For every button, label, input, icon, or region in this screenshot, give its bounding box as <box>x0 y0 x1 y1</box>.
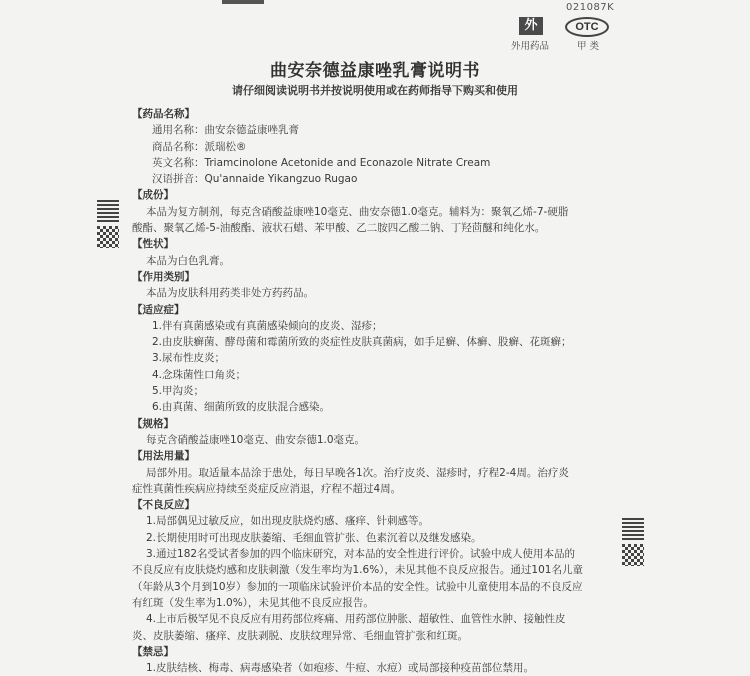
text-line: 酸酯、聚氧乙烯-5-油酸酯、液状石蜡、苯甲酸、乙二胺四乙酸二钠、丁羟茴醚和纯化水。 <box>132 222 546 235</box>
external-use-label: 外用药品 <box>511 41 550 52</box>
section-heading: 【适应症】 <box>132 303 185 316</box>
otc-logo: OTC <box>565 17 609 37</box>
text-line: 英文名称：Triamcinolone Acetonide and Econazole Nitrate Cream <box>152 156 491 169</box>
section-heading: 【用法用量】 <box>132 450 195 463</box>
document-code: 021087K <box>566 2 615 13</box>
section-heading: 【性状】 <box>132 238 174 251</box>
barcode-icon <box>97 200 119 224</box>
text-line: 症性真菌性疾病应持续至炎症反应消退，疗程不超过4周。 <box>132 482 402 495</box>
otc-class-label: 甲 类 <box>577 41 600 52</box>
text-line: 本品为皮肤科用药类非处方药药品。 <box>146 287 314 300</box>
text-line: 不良反应有皮肤烧灼感和皮肤刺激（发生率均为1.6%），未见其他不良反应报告。通过101名儿童 <box>132 564 583 577</box>
text-line: 1.伴有真菌感染或有真菌感染倾向的皮炎、湿疹； <box>152 319 383 332</box>
text-line: 2.由皮肤癣菌、酵母菌和霉菌所致的炎症性皮肤真菌病，如手足癣、体癣、股癣、花斑癣； <box>152 336 572 349</box>
barcode-icon <box>622 518 644 542</box>
side-barcode-right <box>622 518 644 566</box>
page-title: 曲安奈德益康唑乳膏说明书 <box>270 61 480 81</box>
text-line: 4.念珠菌性口角炎； <box>152 368 247 381</box>
page-subtitle: 请仔细阅读说明书并按说明使用或在药师指导下购买和使用 <box>232 84 518 97</box>
external-use-mark: 外 <box>519 17 543 35</box>
text-line: 有红斑（发生率为1.0%），未见其他不良反应报告。 <box>132 596 374 609</box>
text-line: 1.局部偶见过敏反应，如出现皮肤烧灼感、瘙痒、针刺感等。 <box>146 515 430 528</box>
text-line: 汉语拼音：Qu'annaide Yikangzuo Rugao <box>152 173 358 186</box>
text-line: 商品名称：派瑞松® <box>152 140 247 153</box>
section-heading: 【药品名称】 <box>132 108 195 120</box>
text-line: 每克含硝酸益康唑10毫克、曲安奈德1.0毫克。 <box>146 433 366 446</box>
text-line: 5.甲沟炎； <box>152 385 205 398</box>
section-heading: 【成份】 <box>132 189 174 202</box>
text-line: （年龄从3个月到10岁）参加的一项临床试验评价本品的安全性。试验中儿童使用本品的不良反应 <box>132 580 583 593</box>
qr-code-icon <box>97 226 119 248</box>
section-heading: 【作用类别】 <box>132 270 195 283</box>
text-line: 本品为白色乳膏。 <box>146 254 230 267</box>
text-line: 2.长期使用时可出现皮肤萎缩、毛细血管扩张、色素沉着以及继发感染。 <box>146 531 482 544</box>
section-heading: 【规格】 <box>132 417 174 430</box>
text-line: 本品为复方制剂，每克含硝酸益康唑10毫克、曲安奈德1.0毫克。辅料为：聚氧乙烯-7-硬脂 <box>146 205 569 218</box>
instructions-body <box>132 106 602 676</box>
side-barcode-left <box>97 200 119 248</box>
text-line: 局部外用。取适量本品涂于患处，每日早晚各1次。治疗皮炎、湿疹时，疗程2-4周。治疗炎 <box>146 466 569 479</box>
section-heading: 【禁忌】 <box>132 645 174 658</box>
top-edge-mark <box>222 0 264 4</box>
text-line: 4.上市后极罕见不良反应有用药部位疼痛、用药部位肿胀、超敏性、血管性水肿、接触性皮 <box>146 613 566 626</box>
text-line: 炎、皮肤萎缩、瘙痒、皮肤剥脱、皮肤纹理异常、毛细血管扩张和红斑。 <box>132 629 468 642</box>
text-line: 3.尿布性皮炎； <box>152 352 226 365</box>
text-line: 1.皮肤结核、梅毒、病毒感染者（如疱疹、牛痘、水痘）或局部接种疫苗部位禁用。 <box>146 662 535 675</box>
text-line: 6.由真菌、细菌所致的皮肤混合感染。 <box>152 401 331 414</box>
section-heading: 【不良反应】 <box>132 499 195 512</box>
text-line: 通用名称：曲安奈德益康唑乳膏 <box>152 124 299 137</box>
text-line: 3.通过182名受试者参加的四个临床研究，对本品的安全性进行评价。试验中成人使用本品的 <box>146 548 576 561</box>
